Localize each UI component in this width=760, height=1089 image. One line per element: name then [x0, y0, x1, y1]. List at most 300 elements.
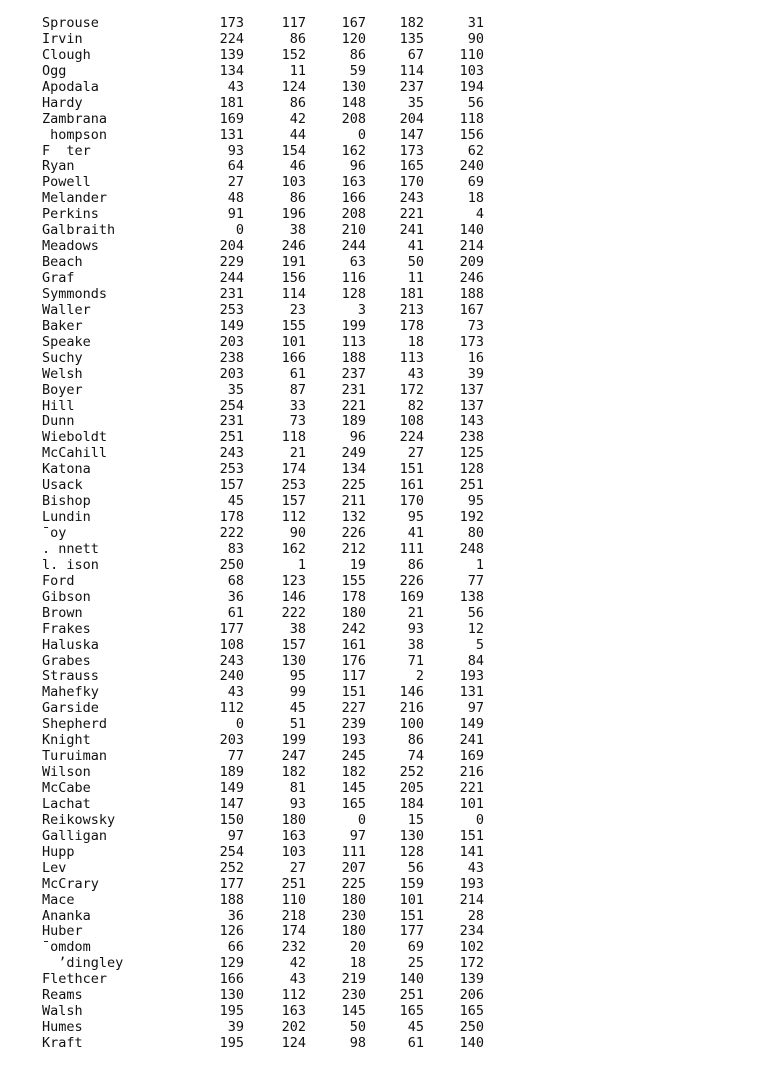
- row-value-3: 199: [341, 317, 366, 334]
- row-value-5: 246: [459, 270, 484, 286]
- table-row: [42, 414, 484, 430]
- row-value-4: 114: [399, 62, 424, 79]
- row-value-5: 16: [467, 349, 484, 366]
- row-value-5: 110: [459, 46, 484, 63]
- row-value-4: 182: [399, 15, 424, 31]
- row-value-5: 234: [459, 923, 484, 940]
- row-value-3: 176: [341, 652, 366, 669]
- row-value-4: 82: [407, 397, 424, 414]
- row-value-4: 147: [399, 126, 424, 143]
- row-value-5: 141: [459, 843, 484, 860]
- row-value-3: 148: [341, 94, 366, 111]
- row-value-4: 18: [407, 333, 424, 350]
- table-row: [42, 781, 484, 797]
- table-row: [42, 1020, 484, 1036]
- row-value-4: 165: [399, 158, 424, 175]
- row-value-2: 124: [281, 1035, 306, 1051]
- row-value-4: 241: [399, 222, 424, 239]
- table-row: [42, 669, 484, 685]
- row-value-3: 212: [341, 540, 366, 557]
- row-value-3: 182: [341, 764, 366, 781]
- row-value-1: 254: [219, 397, 244, 414]
- row-value-4: 25: [407, 955, 424, 972]
- table-row: [42, 542, 484, 558]
- row-name: McCrary: [42, 875, 99, 892]
- row-value-1: 83: [227, 540, 244, 557]
- row-value-4: 67: [407, 46, 424, 63]
- row-value-1: 61: [227, 604, 244, 621]
- row-value-1: 188: [219, 891, 244, 908]
- table-row: [42, 80, 484, 96]
- row-value-2: 246: [281, 238, 306, 255]
- row-value-4: 41: [407, 238, 424, 255]
- row-name: Boyer: [42, 381, 83, 398]
- row-name: Shepherd: [42, 716, 108, 733]
- table-row: [42, 144, 484, 160]
- row-name: Clough: [42, 46, 91, 63]
- row-name: Usack: [42, 477, 83, 494]
- row-value-1: 231: [219, 285, 244, 302]
- row-name: Zambrana: [42, 110, 108, 127]
- row-name: Welsh: [42, 365, 83, 382]
- row-name: McCahill: [42, 445, 108, 462]
- row-value-2: 99: [289, 684, 306, 701]
- row-value-4: 38: [407, 636, 424, 653]
- table-row: [42, 303, 484, 319]
- row-value-2: 93: [289, 795, 306, 812]
- row-value-3: 230: [341, 907, 366, 924]
- row-name: l. ison: [42, 556, 99, 573]
- table-row: [42, 287, 484, 303]
- row-name: Wilson: [42, 764, 91, 781]
- row-value-2: 86: [289, 190, 306, 207]
- row-value-3: 166: [341, 190, 366, 207]
- row-value-4: 205: [399, 780, 424, 796]
- row-value-5: 69: [467, 174, 484, 191]
- table-row: [42, 96, 484, 112]
- row-value-3: 86: [349, 46, 366, 63]
- row-name: Speake: [42, 333, 91, 350]
- row-value-4: 50: [407, 254, 424, 271]
- table-row: [42, 829, 484, 845]
- row-value-4: 35: [407, 94, 424, 111]
- row-value-4: 237: [399, 78, 424, 95]
- row-value-1: 195: [219, 1003, 244, 1020]
- row-value-5: 238: [459, 429, 484, 446]
- row-value-2: 11: [289, 62, 306, 79]
- row-value-2: 95: [289, 668, 306, 685]
- row-value-2: 124: [281, 78, 306, 95]
- row-value-4: 93: [407, 620, 424, 637]
- row-value-5: 12: [467, 620, 484, 637]
- row-value-1: 229: [219, 254, 244, 271]
- row-value-3: 20: [349, 939, 366, 956]
- row-value-3: 227: [341, 700, 366, 717]
- row-value-1: 68: [227, 572, 244, 589]
- row-value-5: 31: [467, 15, 484, 31]
- row-value-3: 230: [341, 987, 366, 1004]
- row-value-3: 59: [349, 62, 366, 79]
- row-value-5: 137: [459, 397, 484, 414]
- row-value-2: 199: [281, 732, 306, 749]
- row-name: Huber: [42, 923, 83, 940]
- row-value-2: 103: [281, 174, 306, 191]
- row-value-3: 0: [357, 811, 366, 828]
- row-value-4: 2: [415, 668, 424, 685]
- row-name: Galbraith: [42, 222, 116, 239]
- row-value-2: 112: [281, 987, 306, 1004]
- table-row: [42, 367, 484, 383]
- row-value-2: 180: [281, 811, 306, 828]
- row-value-2: 44: [289, 126, 306, 143]
- row-name: Baker: [42, 317, 83, 334]
- row-value-3: 178: [341, 588, 366, 605]
- row-name: Sprouse: [42, 15, 99, 31]
- row-value-2: 114: [281, 285, 306, 302]
- row-value-5: 214: [459, 891, 484, 908]
- table-row: [42, 494, 484, 510]
- row-value-3: 165: [341, 795, 366, 812]
- row-value-3: 98: [349, 1035, 366, 1051]
- row-name: Hupp: [42, 843, 75, 860]
- table-row: [42, 255, 484, 271]
- row-name: Flethcer: [42, 971, 108, 988]
- row-value-4: 181: [399, 285, 424, 302]
- row-name: Beach: [42, 254, 83, 271]
- row-value-5: 169: [459, 748, 484, 765]
- row-value-1: 134: [219, 62, 244, 79]
- row-value-4: 172: [399, 381, 424, 398]
- row-value-5: 137: [459, 381, 484, 398]
- row-value-3: 208: [341, 110, 366, 127]
- row-value-1: 48: [227, 190, 244, 207]
- row-value-1: 66: [227, 939, 244, 956]
- row-value-1: 177: [219, 875, 244, 892]
- row-value-3: 145: [341, 1003, 366, 1020]
- row-value-1: 147: [219, 795, 244, 812]
- row-value-3: 96: [349, 158, 366, 175]
- row-name: Grabes: [42, 652, 91, 669]
- row-value-5: 241: [459, 732, 484, 749]
- row-value-2: 156: [281, 270, 306, 286]
- row-value-4: 146: [399, 684, 424, 701]
- table-row: [42, 1036, 484, 1052]
- row-value-2: 117: [281, 15, 306, 31]
- row-value-1: 129: [219, 955, 244, 972]
- row-value-1: 130: [219, 987, 244, 1004]
- row-value-5: 156: [459, 126, 484, 143]
- row-value-2: 21: [289, 445, 306, 462]
- row-value-5: 192: [459, 509, 484, 526]
- table-row: [42, 383, 484, 399]
- table-row: [42, 654, 484, 670]
- row-value-4: 161: [399, 477, 424, 494]
- row-value-2: 110: [281, 891, 306, 908]
- table-row: [42, 909, 484, 925]
- row-value-3: 239: [341, 716, 366, 733]
- table-row: [42, 845, 484, 861]
- row-name: Powell: [42, 174, 91, 191]
- row-value-2: 232: [281, 939, 306, 956]
- row-value-2: 218: [281, 907, 306, 924]
- row-value-3: 189: [341, 413, 366, 430]
- row-value-2: 123: [281, 572, 306, 589]
- row-value-2: 157: [281, 636, 306, 653]
- row-value-1: 204: [219, 238, 244, 255]
- row-value-1: 203: [219, 333, 244, 350]
- row-value-3: 242: [341, 620, 366, 637]
- row-value-3: 188: [341, 349, 366, 366]
- row-name: Waller: [42, 301, 91, 318]
- row-name: Reams: [42, 987, 83, 1004]
- row-name: F ter: [42, 142, 91, 159]
- row-name: Bishop: [42, 493, 91, 510]
- row-name: Ryan: [42, 158, 75, 175]
- row-value-4: 221: [399, 206, 424, 223]
- row-value-2: 45: [289, 700, 306, 717]
- row-value-4: 56: [407, 859, 424, 876]
- row-name: Dunn: [42, 413, 75, 430]
- row-value-2: 61: [289, 365, 306, 382]
- row-value-4: 95: [407, 509, 424, 526]
- row-value-1: 231: [219, 413, 244, 430]
- row-value-5: 97: [467, 700, 484, 717]
- row-value-3: 117: [341, 668, 366, 685]
- row-value-5: 43: [467, 859, 484, 876]
- row-value-1: 0: [235, 222, 244, 239]
- row-value-3: 111: [341, 843, 366, 860]
- row-value-1: 149: [219, 780, 244, 796]
- row-value-4: 11: [407, 270, 424, 286]
- row-name: ʼdingley: [42, 955, 124, 972]
- row-value-5: 39: [467, 365, 484, 382]
- row-value-5: 128: [459, 461, 484, 478]
- row-value-4: 226: [399, 572, 424, 589]
- row-value-2: 163: [281, 827, 306, 844]
- row-value-1: 97: [227, 827, 244, 844]
- row-value-2: 166: [281, 349, 306, 366]
- table-row: [42, 956, 484, 972]
- row-value-2: 27: [289, 859, 306, 876]
- table-row: [42, 813, 484, 829]
- row-name: Frakes: [42, 620, 91, 637]
- table-row: [42, 191, 484, 207]
- row-value-2: 202: [281, 1019, 306, 1036]
- row-value-1: 36: [227, 588, 244, 605]
- row-value-3: 245: [341, 748, 366, 765]
- row-value-2: 146: [281, 588, 306, 605]
- row-value-3: 180: [341, 891, 366, 908]
- row-name: Humes: [42, 1019, 83, 1036]
- row-name: Hill: [42, 397, 75, 414]
- row-value-5: 103: [459, 62, 484, 79]
- table-row: [42, 239, 484, 255]
- row-value-5: 143: [459, 413, 484, 430]
- row-value-4: 140: [399, 971, 424, 988]
- row-value-1: 64: [227, 158, 244, 175]
- row-name: Melander: [42, 190, 108, 207]
- row-value-2: 81: [289, 780, 306, 796]
- table-row: [42, 128, 484, 144]
- row-name: ¯oy: [42, 525, 67, 541]
- row-value-4: 252: [399, 764, 424, 781]
- row-name: Garside: [42, 700, 99, 717]
- row-value-3: 221: [341, 397, 366, 414]
- row-value-3: 249: [341, 445, 366, 462]
- row-name: Lundin: [42, 509, 91, 526]
- row-value-4: 204: [399, 110, 424, 127]
- table-row: [42, 112, 484, 128]
- row-value-1: 243: [219, 652, 244, 669]
- row-value-3: 155: [341, 572, 366, 589]
- row-value-2: 112: [281, 509, 306, 526]
- row-value-1: 189: [219, 764, 244, 781]
- table-row: [42, 319, 484, 335]
- row-value-1: 166: [219, 971, 244, 988]
- row-value-1: 131: [219, 126, 244, 143]
- row-value-1: 126: [219, 923, 244, 940]
- row-value-2: 1: [297, 556, 306, 573]
- row-value-1: 139: [219, 46, 244, 63]
- row-value-4: 243: [399, 190, 424, 207]
- row-name: Walsh: [42, 1003, 83, 1020]
- row-value-4: 130: [399, 827, 424, 844]
- row-value-3: 237: [341, 365, 366, 382]
- row-value-3: 97: [349, 827, 366, 844]
- row-value-4: 213: [399, 301, 424, 318]
- row-value-2: 51: [289, 716, 306, 733]
- row-value-4: 251: [399, 987, 424, 1004]
- row-value-5: 193: [459, 875, 484, 892]
- row-name: Ford: [42, 572, 75, 589]
- table-row: [42, 399, 484, 415]
- row-value-1: 93: [227, 142, 244, 159]
- row-name: Hardy: [42, 94, 83, 111]
- row-value-5: 165: [459, 1003, 484, 1020]
- row-name: Brown: [42, 604, 83, 621]
- row-value-3: 219: [341, 971, 366, 988]
- row-value-4: 170: [399, 493, 424, 510]
- row-value-5: 118: [459, 110, 484, 127]
- row-value-1: 254: [219, 843, 244, 860]
- row-value-3: 96: [349, 429, 366, 446]
- row-value-1: 43: [227, 684, 244, 701]
- row-value-5: 0: [475, 811, 484, 828]
- row-value-1: 181: [219, 94, 244, 111]
- row-value-1: 35: [227, 381, 244, 398]
- row-value-3: 244: [341, 238, 366, 255]
- row-value-1: 36: [227, 907, 244, 924]
- row-value-3: 210: [341, 222, 366, 239]
- row-name: Ogg: [42, 62, 67, 79]
- row-value-5: 149: [459, 716, 484, 733]
- row-value-4: 69: [407, 939, 424, 956]
- row-value-4: 177: [399, 923, 424, 940]
- row-value-3: 19: [349, 556, 366, 573]
- table-row: [42, 271, 484, 287]
- row-value-5: 251: [459, 477, 484, 494]
- table-row: [42, 622, 484, 638]
- row-value-2: 155: [281, 317, 306, 334]
- row-value-3: 211: [341, 493, 366, 510]
- row-value-1: 169: [219, 110, 244, 127]
- table-row: [42, 685, 484, 701]
- row-value-5: 140: [459, 1035, 484, 1051]
- row-value-1: 203: [219, 365, 244, 382]
- row-value-3: 208: [341, 206, 366, 223]
- row-value-4: 128: [399, 843, 424, 860]
- row-value-2: 42: [289, 955, 306, 972]
- row-value-4: 178: [399, 317, 424, 334]
- table-row: [42, 606, 484, 622]
- row-value-3: 113: [341, 333, 366, 350]
- row-value-1: 238: [219, 349, 244, 366]
- table-row: [42, 16, 484, 32]
- row-value-2: 86: [289, 30, 306, 47]
- row-value-4: 216: [399, 700, 424, 717]
- row-value-1: 177: [219, 620, 244, 637]
- row-value-4: 74: [407, 748, 424, 765]
- row-value-3: 151: [341, 684, 366, 701]
- row-value-5: 140: [459, 222, 484, 239]
- row-value-2: 86: [289, 94, 306, 111]
- row-value-3: 145: [341, 780, 366, 796]
- table-row: [42, 893, 484, 909]
- row-value-3: 193: [341, 732, 366, 749]
- row-name: Perkins: [42, 206, 99, 223]
- row-value-4: 165: [399, 1003, 424, 1020]
- table-row: [42, 877, 484, 893]
- row-name: Reikowsky: [42, 811, 116, 828]
- row-value-4: 41: [407, 525, 424, 541]
- row-value-5: 125: [459, 445, 484, 462]
- row-value-4: 111: [399, 540, 424, 557]
- row-name: ¯omdom: [42, 939, 91, 956]
- row-value-2: 38: [289, 620, 306, 637]
- row-value-1: 27: [227, 174, 244, 191]
- row-value-2: 73: [289, 413, 306, 430]
- row-value-1: 253: [219, 461, 244, 478]
- row-value-5: 173: [459, 333, 484, 350]
- row-value-5: 77: [467, 572, 484, 589]
- row-value-2: 154: [281, 142, 306, 159]
- row-value-3: 120: [341, 30, 366, 47]
- row-value-2: 152: [281, 46, 306, 63]
- row-name: Symmonds: [42, 285, 108, 302]
- row-value-5: 62: [467, 142, 484, 159]
- row-value-5: 138: [459, 588, 484, 605]
- row-name: hompson: [42, 126, 108, 143]
- row-name: Wieboldt: [42, 429, 108, 446]
- row-value-2: 182: [281, 764, 306, 781]
- row-value-2: 174: [281, 923, 306, 940]
- row-value-4: 169: [399, 588, 424, 605]
- row-value-1: 244: [219, 270, 244, 286]
- row-value-5: 250: [459, 1019, 484, 1036]
- row-value-1: 77: [227, 748, 244, 765]
- row-value-2: 196: [281, 206, 306, 223]
- row-value-3: 3: [357, 301, 366, 318]
- row-value-5: 28: [467, 907, 484, 924]
- row-value-1: 251: [219, 429, 244, 446]
- row-value-2: 33: [289, 397, 306, 414]
- row-value-3: 167: [341, 15, 366, 31]
- table-row: [42, 446, 484, 462]
- table-row: [42, 574, 484, 590]
- row-value-1: 150: [219, 811, 244, 828]
- row-value-4: 21: [407, 604, 424, 621]
- row-value-5: 221: [459, 780, 484, 796]
